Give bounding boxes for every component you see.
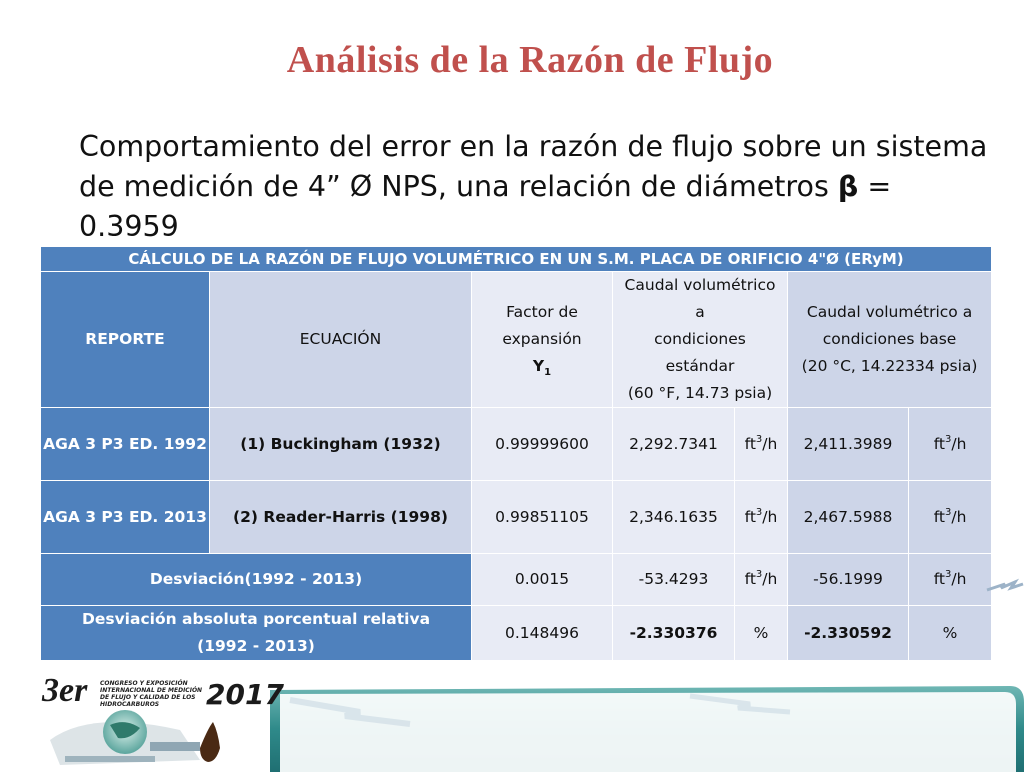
slide-subtitle: [79, 127, 999, 247]
factor-symbol-letter: Y: [532, 357, 545, 375]
row-factor: 0.99999600: [472, 408, 613, 481]
header-std-line4: estándar: [665, 357, 735, 375]
unit-base: ft: [933, 570, 945, 588]
unit-base: ft: [744, 507, 756, 526]
percent-deviation-std-unit: %: [735, 606, 788, 661]
slide-title: Análisis de la Razón de Flujo: [286, 39, 774, 81]
unit-tail: /h: [762, 570, 778, 588]
percent-deviation-base-unit: %: [909, 606, 992, 661]
row-base-value: 2,411.3989: [788, 408, 909, 481]
header-std-line5: (60 °F, 14.73 psia): [627, 384, 773, 402]
row-reporte: AGA 3 P3 ED. 1992: [41, 408, 210, 481]
congress-logo: [30, 670, 284, 768]
table-caption: CÁLCULO DE LA RAZÓN DE FLUJO VOLUMÉTRICO EN UN S.M. PLACA DE ORIFICIO 4"Ø (ERyM): [41, 247, 992, 272]
logo-text: CONGRESO Y EXPOSICIÓN INTERNACIONAL DE MEDICIÓN DE FLUJO Y CALIDAD DE LOS HIDROCARBUROS: [100, 680, 203, 708]
table-caption-row: [41, 247, 992, 272]
unit-base: ft: [933, 434, 945, 453]
unit-tail: /h: [951, 570, 967, 588]
unit-tail: /h: [951, 507, 967, 526]
deviation-std-value: -53.4293: [613, 554, 735, 606]
unit-tail: /h: [762, 507, 778, 526]
header-factor-symbol: [474, 353, 610, 380]
unit-base: ft: [744, 434, 756, 453]
header-ecuacion: ECUACIÓN: [210, 272, 472, 408]
percent-deviation-label: [41, 606, 472, 661]
percent-deviation-label-line2: (1992 - 2013): [197, 637, 315, 655]
header-std-line2: a: [695, 303, 705, 321]
percent-deviation-row: [41, 606, 992, 661]
row-std-value: 2,292.7341: [613, 408, 735, 481]
unit-tail: /h: [951, 434, 967, 453]
percent-deviation-base-value: -2.330592: [788, 606, 909, 661]
deviation-base-unit: [909, 554, 992, 606]
header-base-line2: condiciones base: [822, 330, 957, 348]
percent-deviation-label-line1: Desviación absoluta porcentual relativa: [81, 610, 431, 628]
row-ecuacion: (2) Reader-Harris (1998): [210, 481, 472, 554]
logo-year: 2017: [206, 678, 284, 711]
logo-number: 3er: [42, 672, 88, 709]
unit-exponent: 3: [944, 433, 952, 445]
factor-symbol-subscript: 1: [544, 367, 552, 378]
header-factor-line2: expansión: [502, 330, 582, 348]
header-std-line3: condiciones: [654, 330, 746, 348]
subtitle-line-2: [79, 167, 999, 247]
row-base-unit: [909, 408, 992, 481]
unit-base: ft: [933, 507, 945, 526]
deviation-label: Desviación(1992 - 2013): [41, 554, 472, 606]
unit-exponent: 3: [755, 569, 763, 580]
deviation-row: [41, 554, 992, 606]
beta-value: = 0.3959: [79, 170, 892, 243]
deviation-base-value: -56.1999: [788, 554, 909, 606]
unit-tail: /h: [762, 434, 778, 453]
unit-exponent: 3: [755, 506, 763, 518]
unit-base: ft: [744, 570, 756, 588]
table-row: [41, 481, 992, 554]
unit-exponent: 3: [944, 569, 952, 580]
deviation-std-unit: [735, 554, 788, 606]
beta-symbol: β: [837, 170, 859, 203]
header-std-flow: [613, 272, 788, 408]
decorative-arrows: [985, 572, 1024, 598]
header-base-line1: Caudal volumétrico a: [806, 303, 973, 321]
row-std-unit: [735, 408, 788, 481]
row-base-unit: [909, 481, 992, 554]
row-base-value: 2,467.5988: [788, 481, 909, 554]
footer-band: [270, 682, 1024, 772]
flow-rate-table: [40, 246, 992, 661]
row-ecuacion: (1) Buckingham (1932): [210, 408, 472, 481]
table-header-row: [41, 272, 992, 408]
deviation-factor: 0.0015: [472, 554, 613, 606]
header-std-line1: Caudal volumétrico: [624, 276, 776, 294]
row-std-value: 2,346.1635: [613, 481, 735, 554]
header-base-flow: [788, 272, 992, 408]
row-reporte: AGA 3 P3 ED. 2013: [41, 481, 210, 554]
subtitle-line-2-text: de medición de 4” Ø NPS, una relación de diámetros: [79, 170, 838, 203]
unit-exponent: 3: [755, 433, 763, 445]
header-base-line3: (20 °C, 14.22334 psia): [801, 357, 978, 375]
unit-exponent: 3: [944, 506, 952, 518]
row-factor: 0.99851105: [472, 481, 613, 554]
header-factor-line1: Factor de: [506, 303, 578, 321]
header-factor: [472, 272, 613, 408]
percent-deviation-std-value: -2.330376: [613, 606, 735, 661]
row-std-unit: [735, 481, 788, 554]
header-reporte: REPORTE: [41, 272, 210, 408]
table-row: [41, 408, 992, 481]
percent-deviation-factor: 0.148496: [472, 606, 613, 661]
subtitle-line-1: Comportamiento del error en la razón de flujo sobre un sistema: [79, 130, 988, 163]
